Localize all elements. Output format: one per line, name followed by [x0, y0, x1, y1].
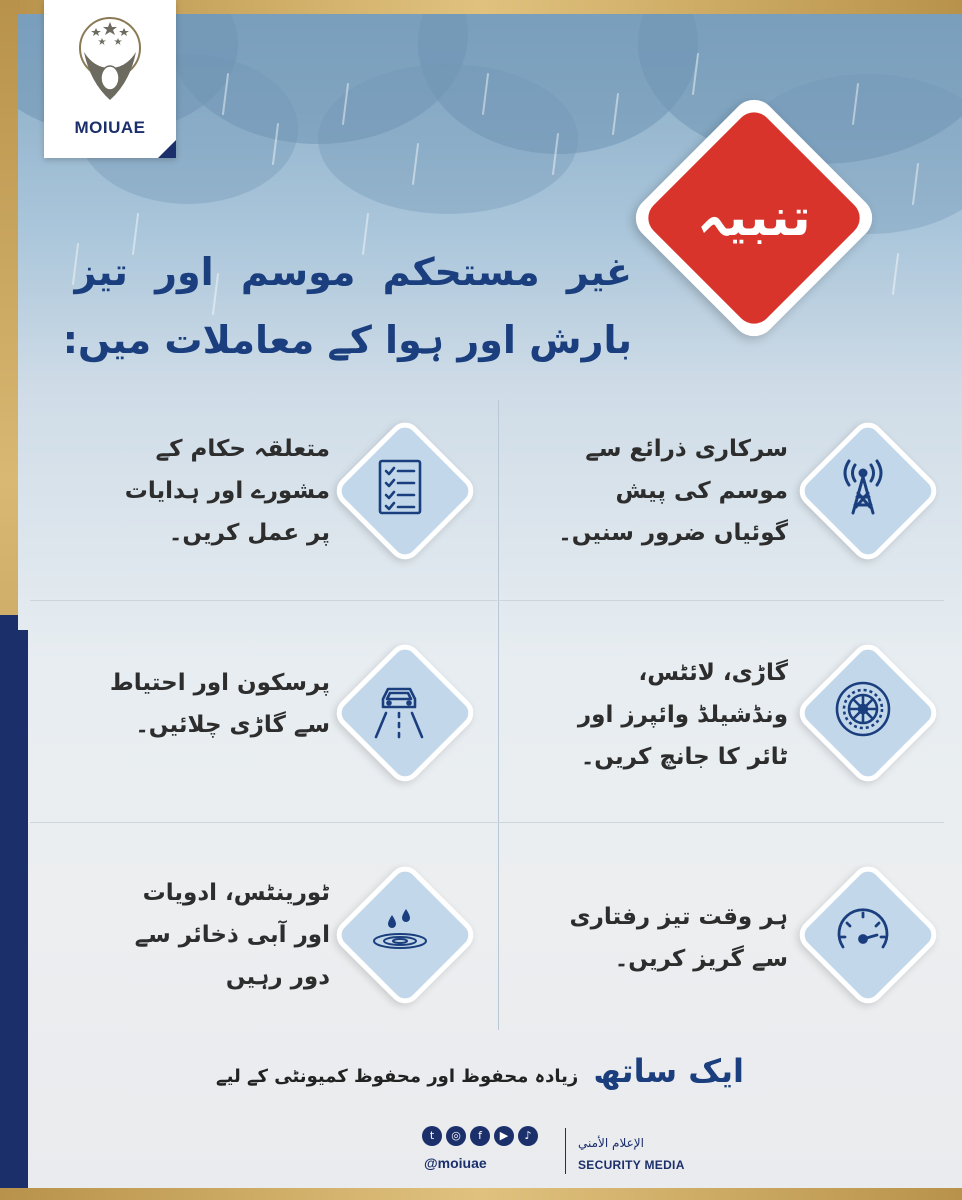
- facebook-icon[interactable]: f: [470, 1126, 490, 1146]
- twitter-icon[interactable]: t: [422, 1126, 442, 1146]
- tire-icon: [833, 679, 893, 739]
- security-media-english: SECURITY MEDIA: [578, 1158, 685, 1172]
- speedometer-icon: [833, 901, 893, 961]
- youtube-icon[interactable]: ▶: [494, 1126, 514, 1146]
- car-road-icon: [370, 679, 430, 739]
- gold-border-bottom: [0, 1188, 962, 1200]
- grid-divider-vertical: [498, 400, 499, 1030]
- headline-line-2: بارش اور ہوا کے معاملات میں:: [62, 318, 632, 362]
- grid-divider-1: [30, 600, 944, 601]
- warning-sign: [628, 92, 880, 344]
- tip-text-1: سرکاری ذرائع سے موسم کی پیش گوئیاں ضرور سنیں۔: [558, 436, 788, 546]
- tip-text-5: ہر وقت تیز رفتاری سے گریز کریں۔: [569, 904, 788, 972]
- tip-text-3: گاڑی، لائٹس، ونڈشیلڈ وائپرز اور ٹائر کا جانچ کریں۔: [577, 660, 788, 770]
- navy-accent-bar: [0, 615, 18, 1200]
- navy-accent-stripe: [18, 630, 28, 1200]
- tip-text-2: متعلقہ حکام کے مشورے اور ہدایات پر عمل کریں۔: [124, 436, 330, 546]
- warning-label: تنبیہ: [697, 188, 811, 248]
- logo-text: MOIUAE: [74, 118, 146, 137]
- tip-text-6: ٹورینٹس، ادویات اور آبی ذخائر سے دور رہیں: [134, 880, 330, 990]
- tiktok-icon[interactable]: ♪: [518, 1126, 538, 1146]
- headline-line-1: غیر مستحکم موسم اور تیز: [74, 250, 632, 294]
- moi-logo: [44, 0, 176, 158]
- logo-corner: [158, 140, 176, 158]
- footer-separator: [565, 1128, 566, 1174]
- instagram-icon[interactable]: ◎: [446, 1126, 466, 1146]
- social-handle[interactable]: @moiuae: [424, 1155, 487, 1171]
- slogan-small: زیادہ محفوظ اور محفوظ کمیونٹی کے لیے: [216, 1066, 579, 1087]
- social-icons: [422, 1126, 538, 1146]
- grid-divider-2: [30, 822, 944, 823]
- water-drops-icon: [370, 901, 430, 961]
- security-media-arabic: الإعلام الأمني: [578, 1136, 644, 1150]
- tip-text-4: پرسکون اور احتیاط سے گاڑی چلائیں۔: [109, 670, 330, 738]
- radio-tower-icon: [833, 457, 893, 517]
- checklist-icon: [370, 457, 430, 517]
- slogan-big: ایک ساتھ: [593, 1052, 744, 1090]
- footer-slogan: [170, 1052, 790, 1090]
- falcon-emblem-icon: [70, 12, 150, 110]
